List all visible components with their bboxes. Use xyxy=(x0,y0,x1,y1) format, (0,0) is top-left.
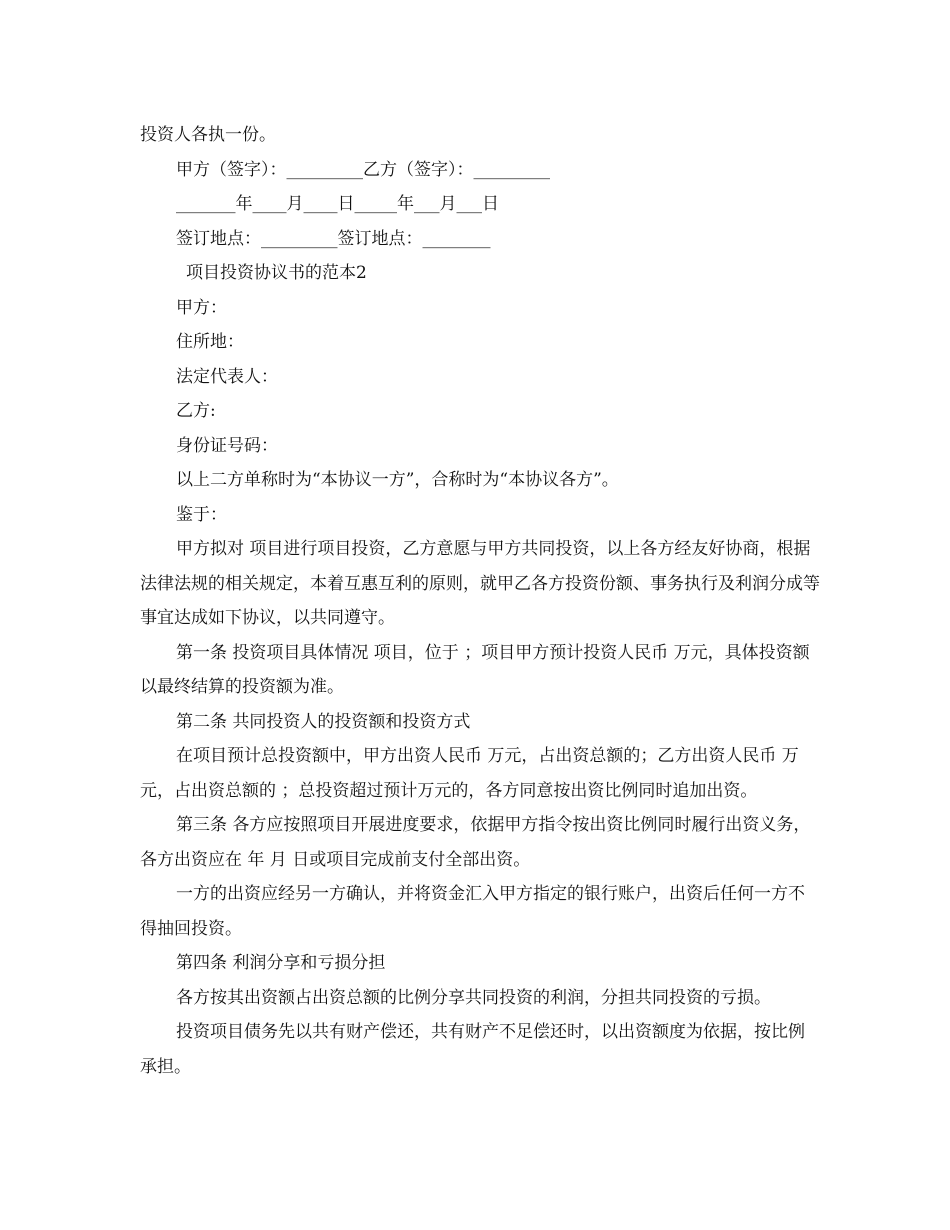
section-title: 项目投资协议书的范本2 xyxy=(186,263,367,283)
party-a-label: 甲方： xyxy=(176,297,227,318)
article-4-profit-sharing: 各方按其出资额占出资总额的比例分享共同投资的利润，分担共同投资的亏损。 xyxy=(176,987,771,1008)
article-4-heading: 第四条 利润分享和亏损分担 xyxy=(176,953,386,973)
article-3: 第三条 各方应按照项目开展进度要求，依据甲方指令按出资比例同时履行出资义务，各方出资应在 年 月 日或项目完成前支付全部出资。 xyxy=(140,815,811,870)
article-4-debt-repayment: 投资项目债务先以共有财产偿还，共有财产不足偿还时，以出资额度为依据，按比例承担。 xyxy=(140,1022,805,1077)
article-2-heading: 第二条 共同投资人的投资额和投资方式 xyxy=(176,711,471,732)
legal-representative-label: 法定代表人： xyxy=(176,366,278,387)
date-line: _______年____月____日_____年___月___日 xyxy=(176,194,499,214)
signature-line: 甲方（签字）：_________乙方（签字）：_________ xyxy=(176,159,550,180)
whereas-label: 鉴于： xyxy=(176,504,227,525)
document-body xyxy=(140,118,820,1084)
signing-location-line: 签订地点：_________签订地点：________ xyxy=(176,228,491,249)
address-label: 住所地： xyxy=(176,332,244,352)
party-naming-clause: 以上二方单称时为“本协议一方”，合称时为“本协议各方”。 xyxy=(176,470,619,490)
party-b-label: 乙方: xyxy=(176,401,216,421)
paragraph-closing-copies: 投资人各执一份。 xyxy=(140,125,276,145)
article-2-body: 在项目预计总投资额中，甲方出资人民币 万元，占出资总额的；乙方出资人民币 万元，占出资总额的 ；总投资超过预计万元的，各方同意按出资比例同时追加出资。 xyxy=(140,746,799,801)
whereas-paragraph: 甲方拟对 项目进行项目投资，乙方意愿与甲方共同投资，以上各方经友好协商，根据法律法规的相关规定，本着互惠互利的原则，就甲乙各方投资份额、事务执行及利润分成等事宜达成如下协议，以共同遵守。 xyxy=(140,539,820,628)
id-number-label: 身份证号码： xyxy=(176,435,278,456)
article-3-confirmation: 一方的出资应经另一方确认，并将资金汇入甲方指定的银行账户，出资后任何一方不得抽回投资。 xyxy=(140,884,805,939)
article-1: 第一条 投资项目具体情况 项目，位于 ；项目甲方预计投资人民币 万元，具体投资额以最终结算的投资额为准。 xyxy=(140,642,810,697)
